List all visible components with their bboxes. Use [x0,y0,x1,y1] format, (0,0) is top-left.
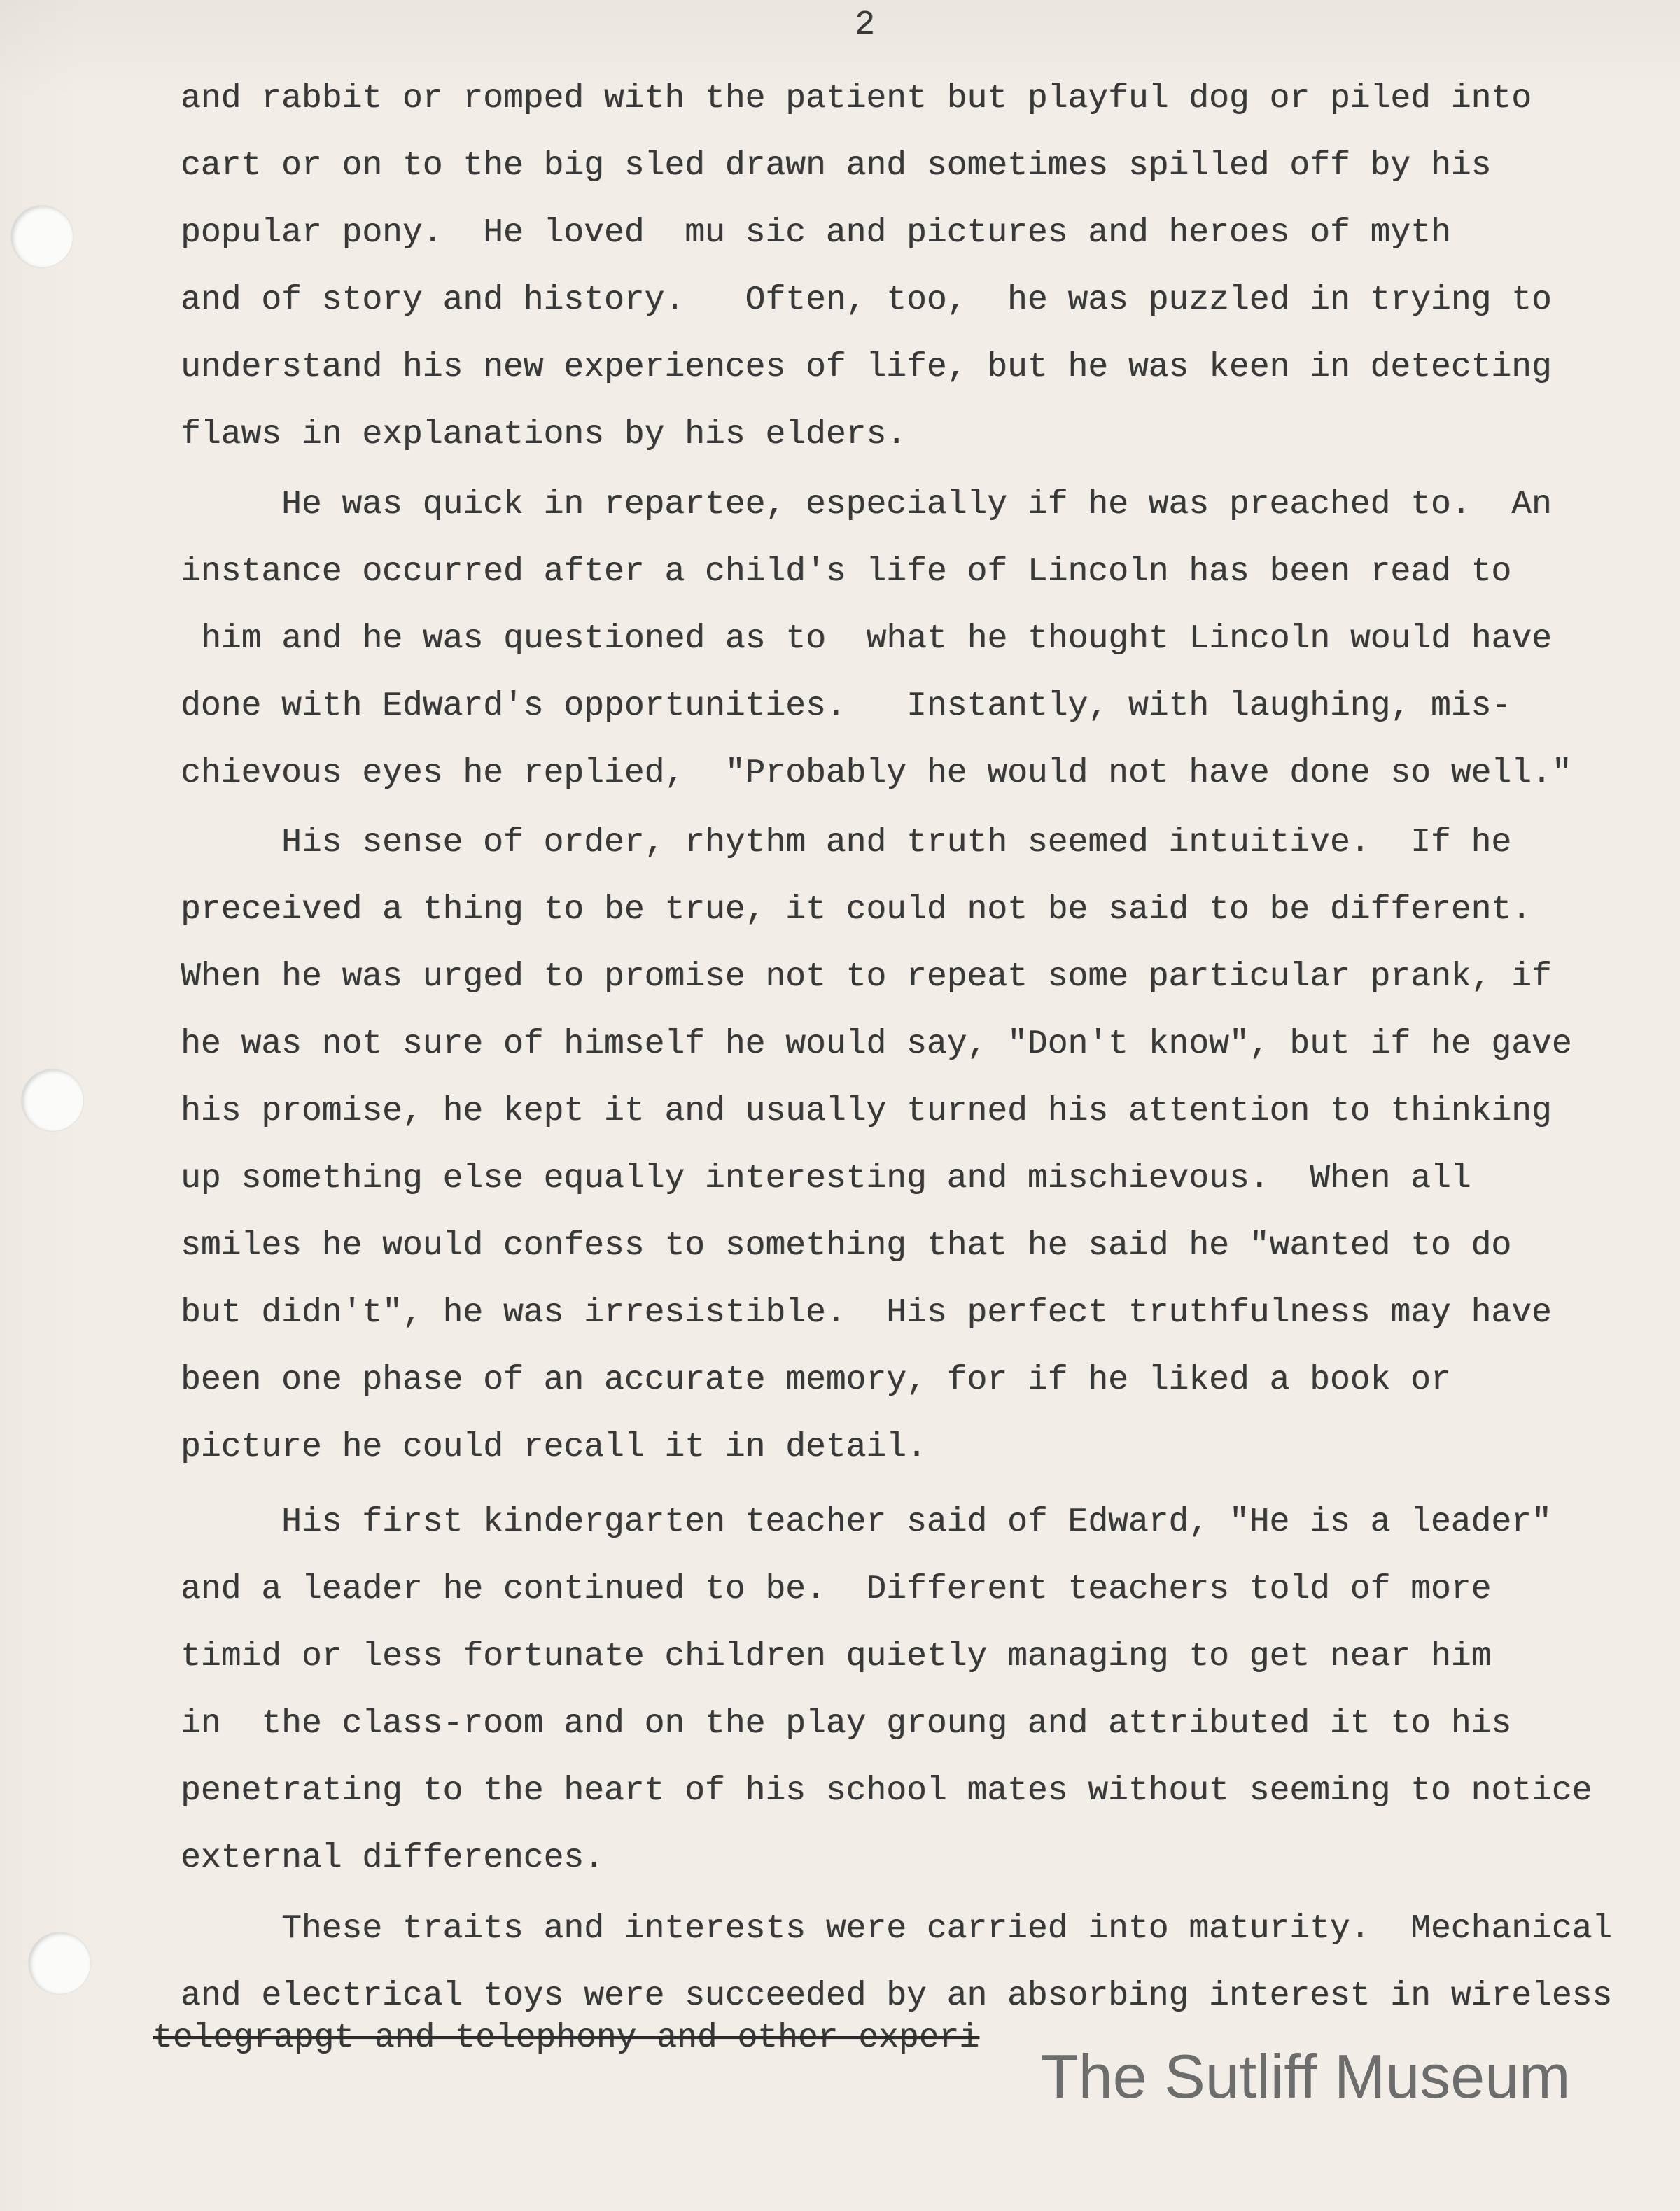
punch-hole [22,1069,83,1131]
text-line: penetrating to the heart of his school mates without seeming to notice [181,1772,1592,1810]
text-line: him and he was questioned as to what he thought Lincoln would have [201,620,1552,658]
text-line: been one phase of an accurate memory, for if he liked a book or [181,1361,1451,1399]
punch-hole [29,1932,90,1994]
text-line: These traits and interests were carried into maturity. Mechanical [281,1910,1613,1948]
paragraph [181,809,1665,1481]
text-line: but didn't", he was irresistible. His perfect truthfulness may have [181,1294,1552,1332]
text-line: and of story and history. Often, too, he was puzzled in trying to [181,281,1552,319]
paragraph [181,1489,1665,1892]
paragraph [181,471,1665,807]
text-line: and rabbit or romped with the patient but playful dog or piled into [181,80,1532,118]
text-line: understand his new experiences of life, but he was keen in detecting [181,349,1552,386]
text-line: external differences. [181,1839,604,1877]
paragraph [181,65,1665,468]
text-line: he was not sure of himself he would say, "Don't know", but if he gave [181,1025,1572,1063]
text-line: popular pony. He loved mu sic and pictures and heroes of myth [181,214,1451,252]
text-line: preceived a thing to be true, it could not be said to be different. [181,891,1532,929]
text-line: cart or on to the big sled drawn and sometimes spilled off by his [181,147,1492,185]
punch-hole [11,206,73,267]
text-line: chievous eyes he replied, "Probably he would not have done so well." [181,754,1572,792]
text-line: done with Edward's opportunities. Instantly, with laughing, mis- [181,687,1512,725]
text-line: smiles he would confess to something that he said he "wanted to do [181,1227,1512,1265]
text-line: his promise, he kept it and usually turned his attention to thinking [181,1093,1552,1130]
struck-through-line: telegrapgt and telephony and other experi [153,2019,979,2057]
text-line: up something else equally interesting and mischievous. When all [181,1160,1471,1198]
text-line: flaws in explanations by his elders. [181,416,906,454]
text-line: His sense of order, rhythm and truth seemed intuitive. If he [281,824,1512,862]
text-line: When he was urged to promise not to repeat some particular prank, if [181,958,1552,996]
body-text [153,65,1665,2072]
text-line: in the class-room and on the play groung and attributed it to his [181,1705,1512,1743]
text-line: and electrical toys were succeeded by an absorbing interest in wireless [181,1977,1613,2015]
watermark: The Sutliff Museum [1041,2042,1571,2111]
text-line: timid or less fortunate children quietly managing to get near him [181,1638,1492,1676]
text-line: His first kindergarten teacher said of Edward, "He is a leader" [281,1503,1552,1541]
text-line: instance occurred after a child's life of Lincoln has been read to [181,553,1512,591]
text-line: and a leader he continued to be. Different teachers told of more [181,1571,1492,1608]
text-line: He was quick in repartee, especially if he was preached to. An [281,486,1552,524]
text-line: picture he could recall it in detail. [181,1429,927,1466]
page-number: 2 [855,6,875,44]
